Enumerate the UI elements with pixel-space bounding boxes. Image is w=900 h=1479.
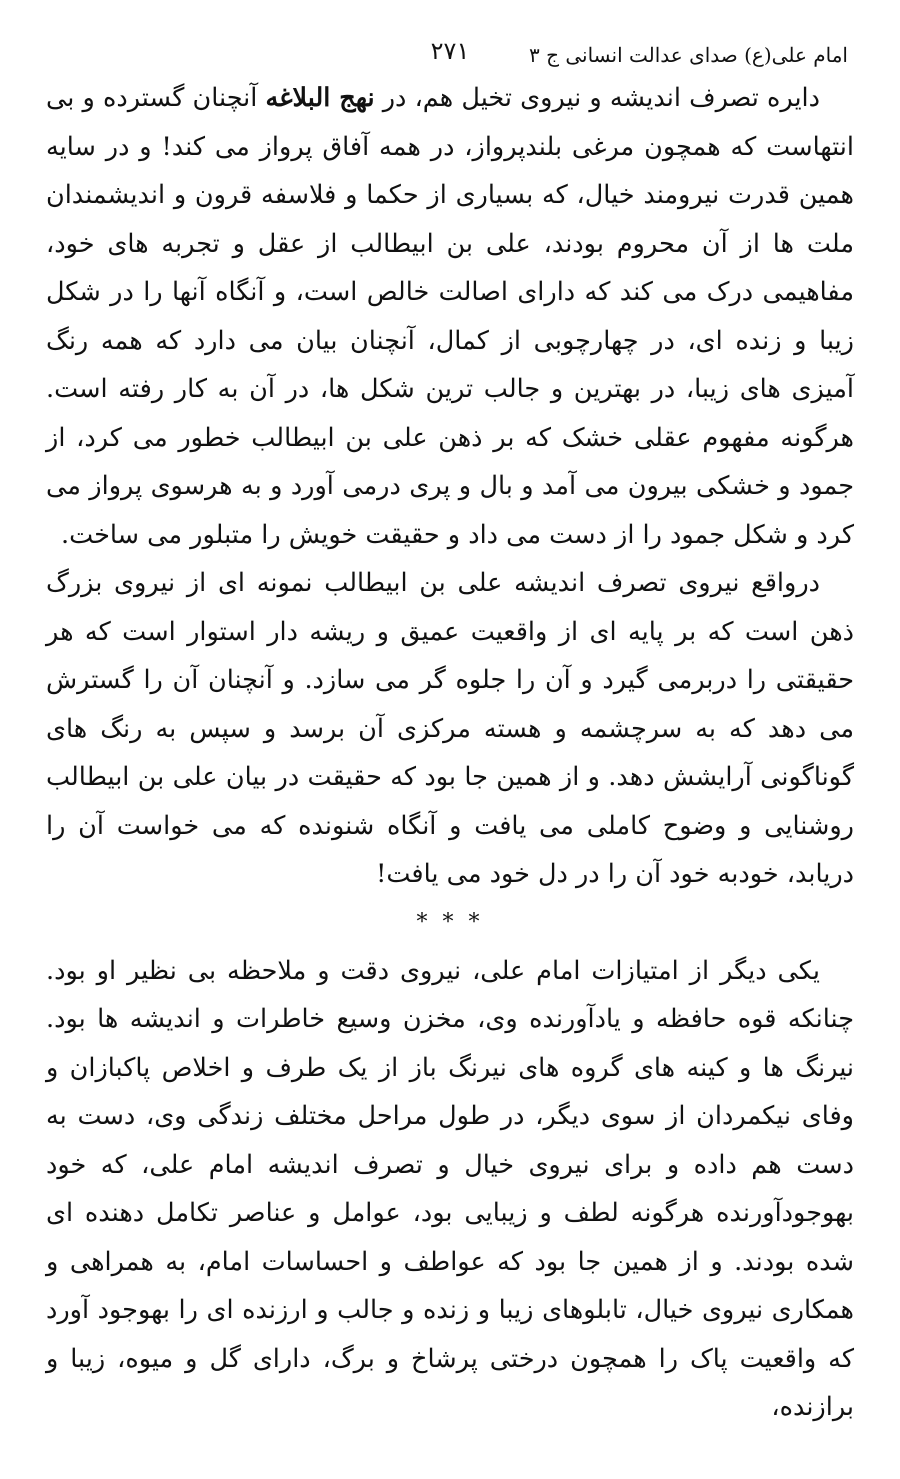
paragraph-3: یکی دیگر از امتیازات امام علی، نیروی دقت و ملاحظه بی نظیر او بود. چنانکه قوه حافظه و یادآورنده وی، مخزن وسیع خاطرات و اندیشه ها بود. نیرنگ ها و کینه های گروه های نیرنگ باز از یک طرف و اخلاص پاکبازان و وفای نیکمردان از سوی دیگر، در طول مراحل مختلف زندگی وی، دست به دست هم داده و برای نیروی خیال و تصرف اندیشه امام علی، که خود بهوجودآورنده هرگونه لطف و زیبایی بود، عوامل و عناصر تکامل دهنده ای شده بودند. و از همین جا بود که عواطف و احساسات امام، به همراهی و همکاری نیروی خیال، تابلوهای زیبا و زنده و جالب و ارزنده ای را بهوجود آورد که واقعیت پاک را همچون درختی پرشاخ و برگ، دارای گل و میوه، زیبا و برازنده، bbox=[46, 955, 854, 1422]
paragraph-2: درواقع نیروی تصرف اندیشه علی بن ابیطالب نمونه ای از نیروی بزرگ ذهن است که بر پایه ای از واقعیت عمیق و ریشه دار استوار است که هر حقیقتی را دربرمی گیرد و آن را جلوه گر می سازد. و آنچنان آن را گسترش می دهد که به سرچشمه و هسته مرکزی آن برسد و سپس به رنگ های گوناگونی آرایشش دهد. و از همین جا بود که حقیقت در بیان علی بن ابیطالب روشنایی و وضوح کاملی می یافت و آنگاه شنونده که می خواست آن را دریابد، خودبه خود آن را در دل خود می یافت! bbox=[46, 568, 854, 889]
page-number: ۲۷۱ bbox=[430, 37, 470, 65]
paragraph-1-before: دایره تصرف اندیشه و نیروی تخیل هم، در bbox=[374, 83, 820, 113]
running-title: امام علی(ع) صدای عدالت انسانی ج ۳ bbox=[528, 43, 848, 67]
body-text bbox=[46, 74, 854, 1432]
page-header bbox=[46, 30, 854, 74]
section-separator: * * * bbox=[416, 909, 484, 935]
paragraph-1 bbox=[46, 74, 854, 559]
book-title-term: نهج البلاغه bbox=[265, 83, 375, 113]
paragraph-1-after: آنچنان گسترده و بی انتهاست که همچون مرغی بلندپرواز، در همه آفاق پرواز می کند! و در سایه همین قدرت نیرومند خیال، که بسیاری از حکما و فلاسفه قرون و اندیشمندان ملت ها از آن محروم بودند، علی بن ابیطالب از عقل و تجربه های خود، مفاهیمی درک می کند که دارای اصالت خالص است، و آنگاه آنها را در شکل زیبا و زنده ای، در چهارچوبی از کمال، آنچنان بیان می دارد که همه رنگ آمیزی های زیبا، در بهترین و جالب ترین شکل ها، در آن به کار رفته است. هرگونه مفهوم عقلی خشک که بر ذهن علی بن ابیطالب خطور می کرد، از جمود و خشکی بیرون می آمد و بال و پری درمی آورد و به هرسوی پرواز می کرد و شکل جمود را از دست می داد و حقیقت خویش را متبلور می ساخت. bbox=[46, 83, 854, 550]
